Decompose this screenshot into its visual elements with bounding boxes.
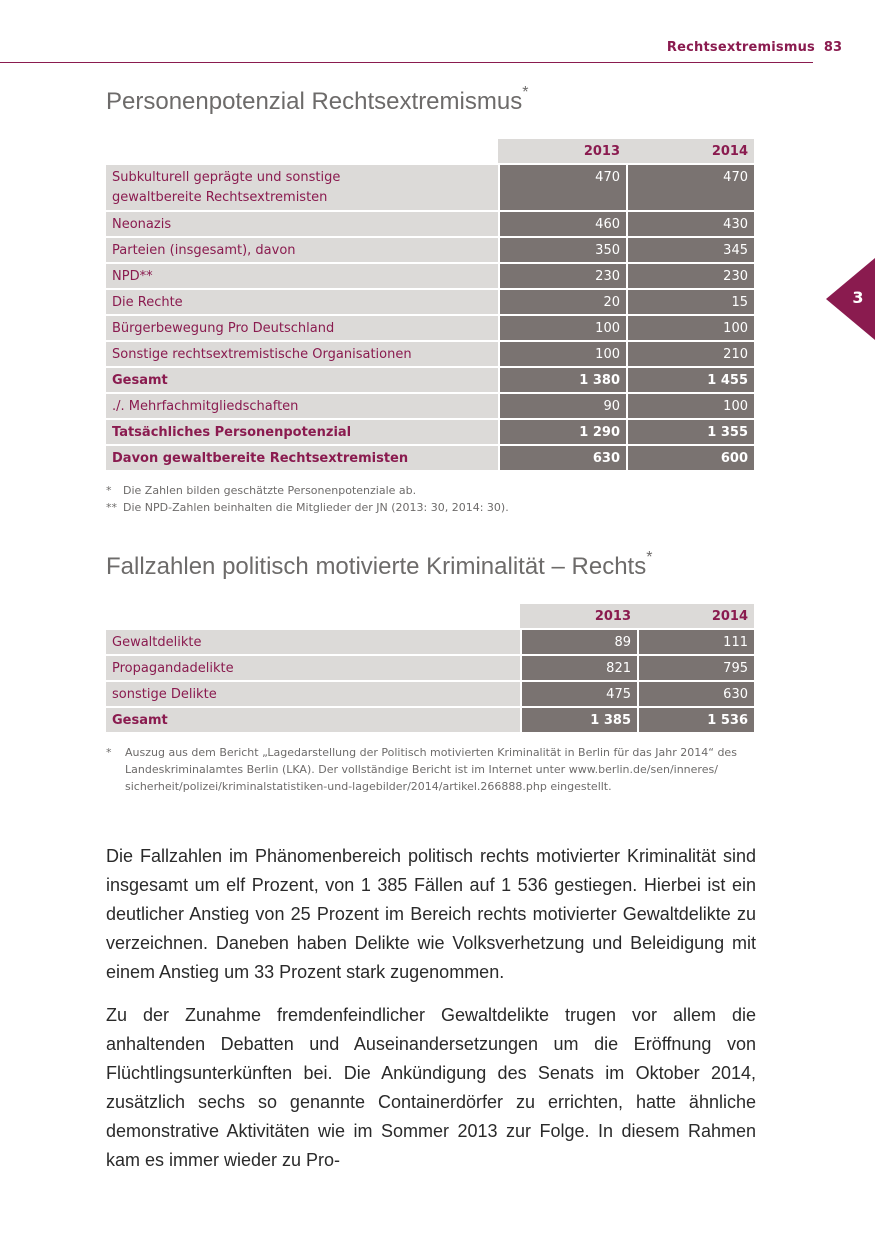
value-2014: 210: [626, 342, 754, 366]
value-2013: 89: [520, 630, 637, 654]
table-row: [106, 420, 754, 444]
row-label: sonstige Delikte: [106, 682, 520, 706]
row-label-line: ./. Mehrfachmitgliedschaften: [112, 399, 299, 414]
footnote-line: Landeskriminalamtes Berlin (LKA). Der vollständige Bericht ist im Internet unter www.berlin.de/sen/inneres/: [125, 763, 718, 776]
table2-footnote: [106, 744, 756, 795]
value-2014: 1 455: [626, 368, 754, 392]
value-2013: 100: [498, 342, 626, 366]
running-header-section: Rechtsextremismus: [666, 40, 815, 55]
row-label: [106, 342, 498, 366]
column-header-2014: 2014: [626, 139, 754, 163]
footnote-mark: *: [106, 746, 112, 759]
value-2013: 350: [498, 238, 626, 262]
footnote-text: Die NPD-Zahlen beinhalten die Mitglieder der JN (2013: 30, 2014: 30).: [123, 501, 509, 514]
value-2014: 630: [637, 682, 754, 706]
row-label: Gewaltdelikte: [106, 630, 520, 654]
value-2014: 600: [626, 446, 754, 470]
table2-title-text: Fallzahlen politisch motivierte Kriminalität – Rechts: [106, 553, 647, 580]
row-label-line: Bürgerbewegung Pro Deutschland: [112, 321, 335, 336]
page-number: 83: [823, 40, 842, 55]
value-2014: 1 355: [626, 420, 754, 444]
footnote: [106, 744, 756, 795]
table-row: [106, 342, 754, 366]
row-label: [106, 368, 498, 392]
value-2013: 100: [498, 316, 626, 340]
header-rule: [0, 62, 813, 63]
value-2014: 1 536: [637, 708, 754, 732]
row-label-line: Subkulturell geprägte und sonstige: [112, 170, 341, 185]
table-row: [106, 394, 754, 418]
value-2013: 20: [498, 290, 626, 314]
row-label: [106, 264, 498, 288]
row-label-line: Neonazis: [112, 217, 172, 232]
value-2013: 90: [498, 394, 626, 418]
table-row: [106, 212, 754, 236]
value-2013: 1 380: [498, 368, 626, 392]
value-2014: 795: [637, 656, 754, 680]
footnote-text: [125, 744, 737, 795]
table1-title: [106, 84, 529, 116]
value-2013: 1 385: [520, 708, 637, 732]
value-2014: 100: [626, 316, 754, 340]
header-blank-cell: [106, 604, 520, 628]
row-label: Propagandadelikte: [106, 656, 520, 680]
value-2014: 100: [626, 394, 754, 418]
value-2014: 111: [637, 630, 754, 654]
row-label: [106, 394, 498, 418]
table-row: [106, 446, 754, 470]
footnote-mark: *: [106, 484, 112, 497]
chapter-number: 3: [852, 288, 864, 307]
row-label: [106, 420, 498, 444]
row-label-line: Tatsächliches Personenpotenzial: [112, 425, 352, 440]
table-row: [106, 264, 754, 288]
footnote-mark: **: [106, 501, 117, 514]
row-label-line: Sonstige rechtsextremistische Organisationen: [112, 347, 412, 362]
footnote: [106, 482, 756, 499]
column-header-2013: 2013: [498, 139, 626, 163]
row-label: [106, 316, 498, 340]
table-row: [106, 708, 754, 732]
table-row: [106, 630, 754, 654]
footnote-text: Die Zahlen bilden geschätzte Personenpotenziale ab.: [123, 484, 417, 497]
value-2013: 470: [498, 165, 626, 210]
column-header-2014: 2014: [637, 604, 754, 628]
row-label: [106, 165, 498, 210]
table-row: [106, 682, 754, 706]
body-paragraph-1: Die Fallzahlen im Phänomenbereich politisch rechts motivierter Kriminalität sind insgesamt um elf Prozent, von 1 385 Fällen auf 1 536 gestiegen. Hierbei ist ein deutlicher Anstieg von 25 Prozent im Bereich rechts motivierter Gewaltdelikte zu verzeichnen. Daneben haben Delikte wie Volksverhetzung und Beleidigung mit einem Anstieg um 33 Prozent stark zugenommen.: [106, 846, 756, 982]
table2-title-mark: *: [646, 549, 653, 566]
value-2013: 230: [498, 264, 626, 288]
table-row: [106, 238, 754, 262]
row-label: [106, 238, 498, 262]
row-label: Gesamt: [106, 708, 520, 732]
table-row: [106, 165, 754, 210]
value-2014: 345: [626, 238, 754, 262]
value-2013: 821: [520, 656, 637, 680]
table2-title: [106, 549, 653, 581]
row-label: [106, 290, 498, 314]
value-2013: 630: [498, 446, 626, 470]
row-label-line: Die Rechte: [112, 295, 183, 310]
table-row: [106, 316, 754, 340]
value-2014: 230: [626, 264, 754, 288]
footnote: [106, 499, 756, 516]
table-row: [106, 290, 754, 314]
table-row: [106, 656, 754, 680]
table1-footnotes: [106, 482, 756, 516]
table1-title-mark: *: [522, 84, 529, 101]
row-label-line: NPD**: [112, 269, 153, 284]
row-label-line: Davon gewaltbereite Rechtsextremisten: [112, 451, 409, 466]
value-2013: 475: [520, 682, 637, 706]
row-label: [106, 212, 498, 236]
body-paragraph-2: Zu der Zunahme fremdenfeindlicher Gewaltdelikte trugen vor allem die anhaltenden Debatten und Auseinandersetzungen um die Eröffnung von Flüchtlingsunterkünften bei. Die Ankündigung des Senats im Oktober 2014, zusätzlich sechs so genannte Containerdörfer zu errichten, hatte ähnliche demonstrative Aktivitäten wie im Sommer 2013 zur Folge. In diesem Rahmen kam es immer wieder zu Pro-: [106, 1005, 756, 1170]
column-header-2013: 2013: [520, 604, 637, 628]
table-row: [106, 368, 754, 392]
value-2014: 15: [626, 290, 754, 314]
value-2014: 470: [626, 165, 754, 210]
table-header-row: [106, 604, 754, 628]
row-label: [106, 446, 498, 470]
table1-title-text: Personenpotenzial Rechtsextremismus: [106, 88, 523, 115]
footnote-line: Auszug aus dem Bericht „Lagedarstellung der Politisch motivierten Kriminalität in Berlin für das Jahr 2014“ des: [125, 746, 737, 759]
value-2013: 1 290: [498, 420, 626, 444]
row-label-line: Gesamt: [112, 373, 168, 388]
row-label-line: Parteien (insgesamt), davon: [112, 243, 296, 258]
table-fallzahlen: [106, 602, 754, 734]
footnote-line: sicherheit/polizei/kriminalstatistiken-und-lagebilder/2014/artikel.266888.php eingestellt.: [125, 780, 612, 793]
row-label-line: gewaltbereite Rechtsextremisten: [112, 190, 328, 205]
header-blank-cell: [106, 139, 498, 163]
table-header-row: [106, 139, 754, 163]
table-personenpotenzial: [106, 137, 754, 472]
value-2013: 460: [498, 212, 626, 236]
value-2014: 430: [626, 212, 754, 236]
